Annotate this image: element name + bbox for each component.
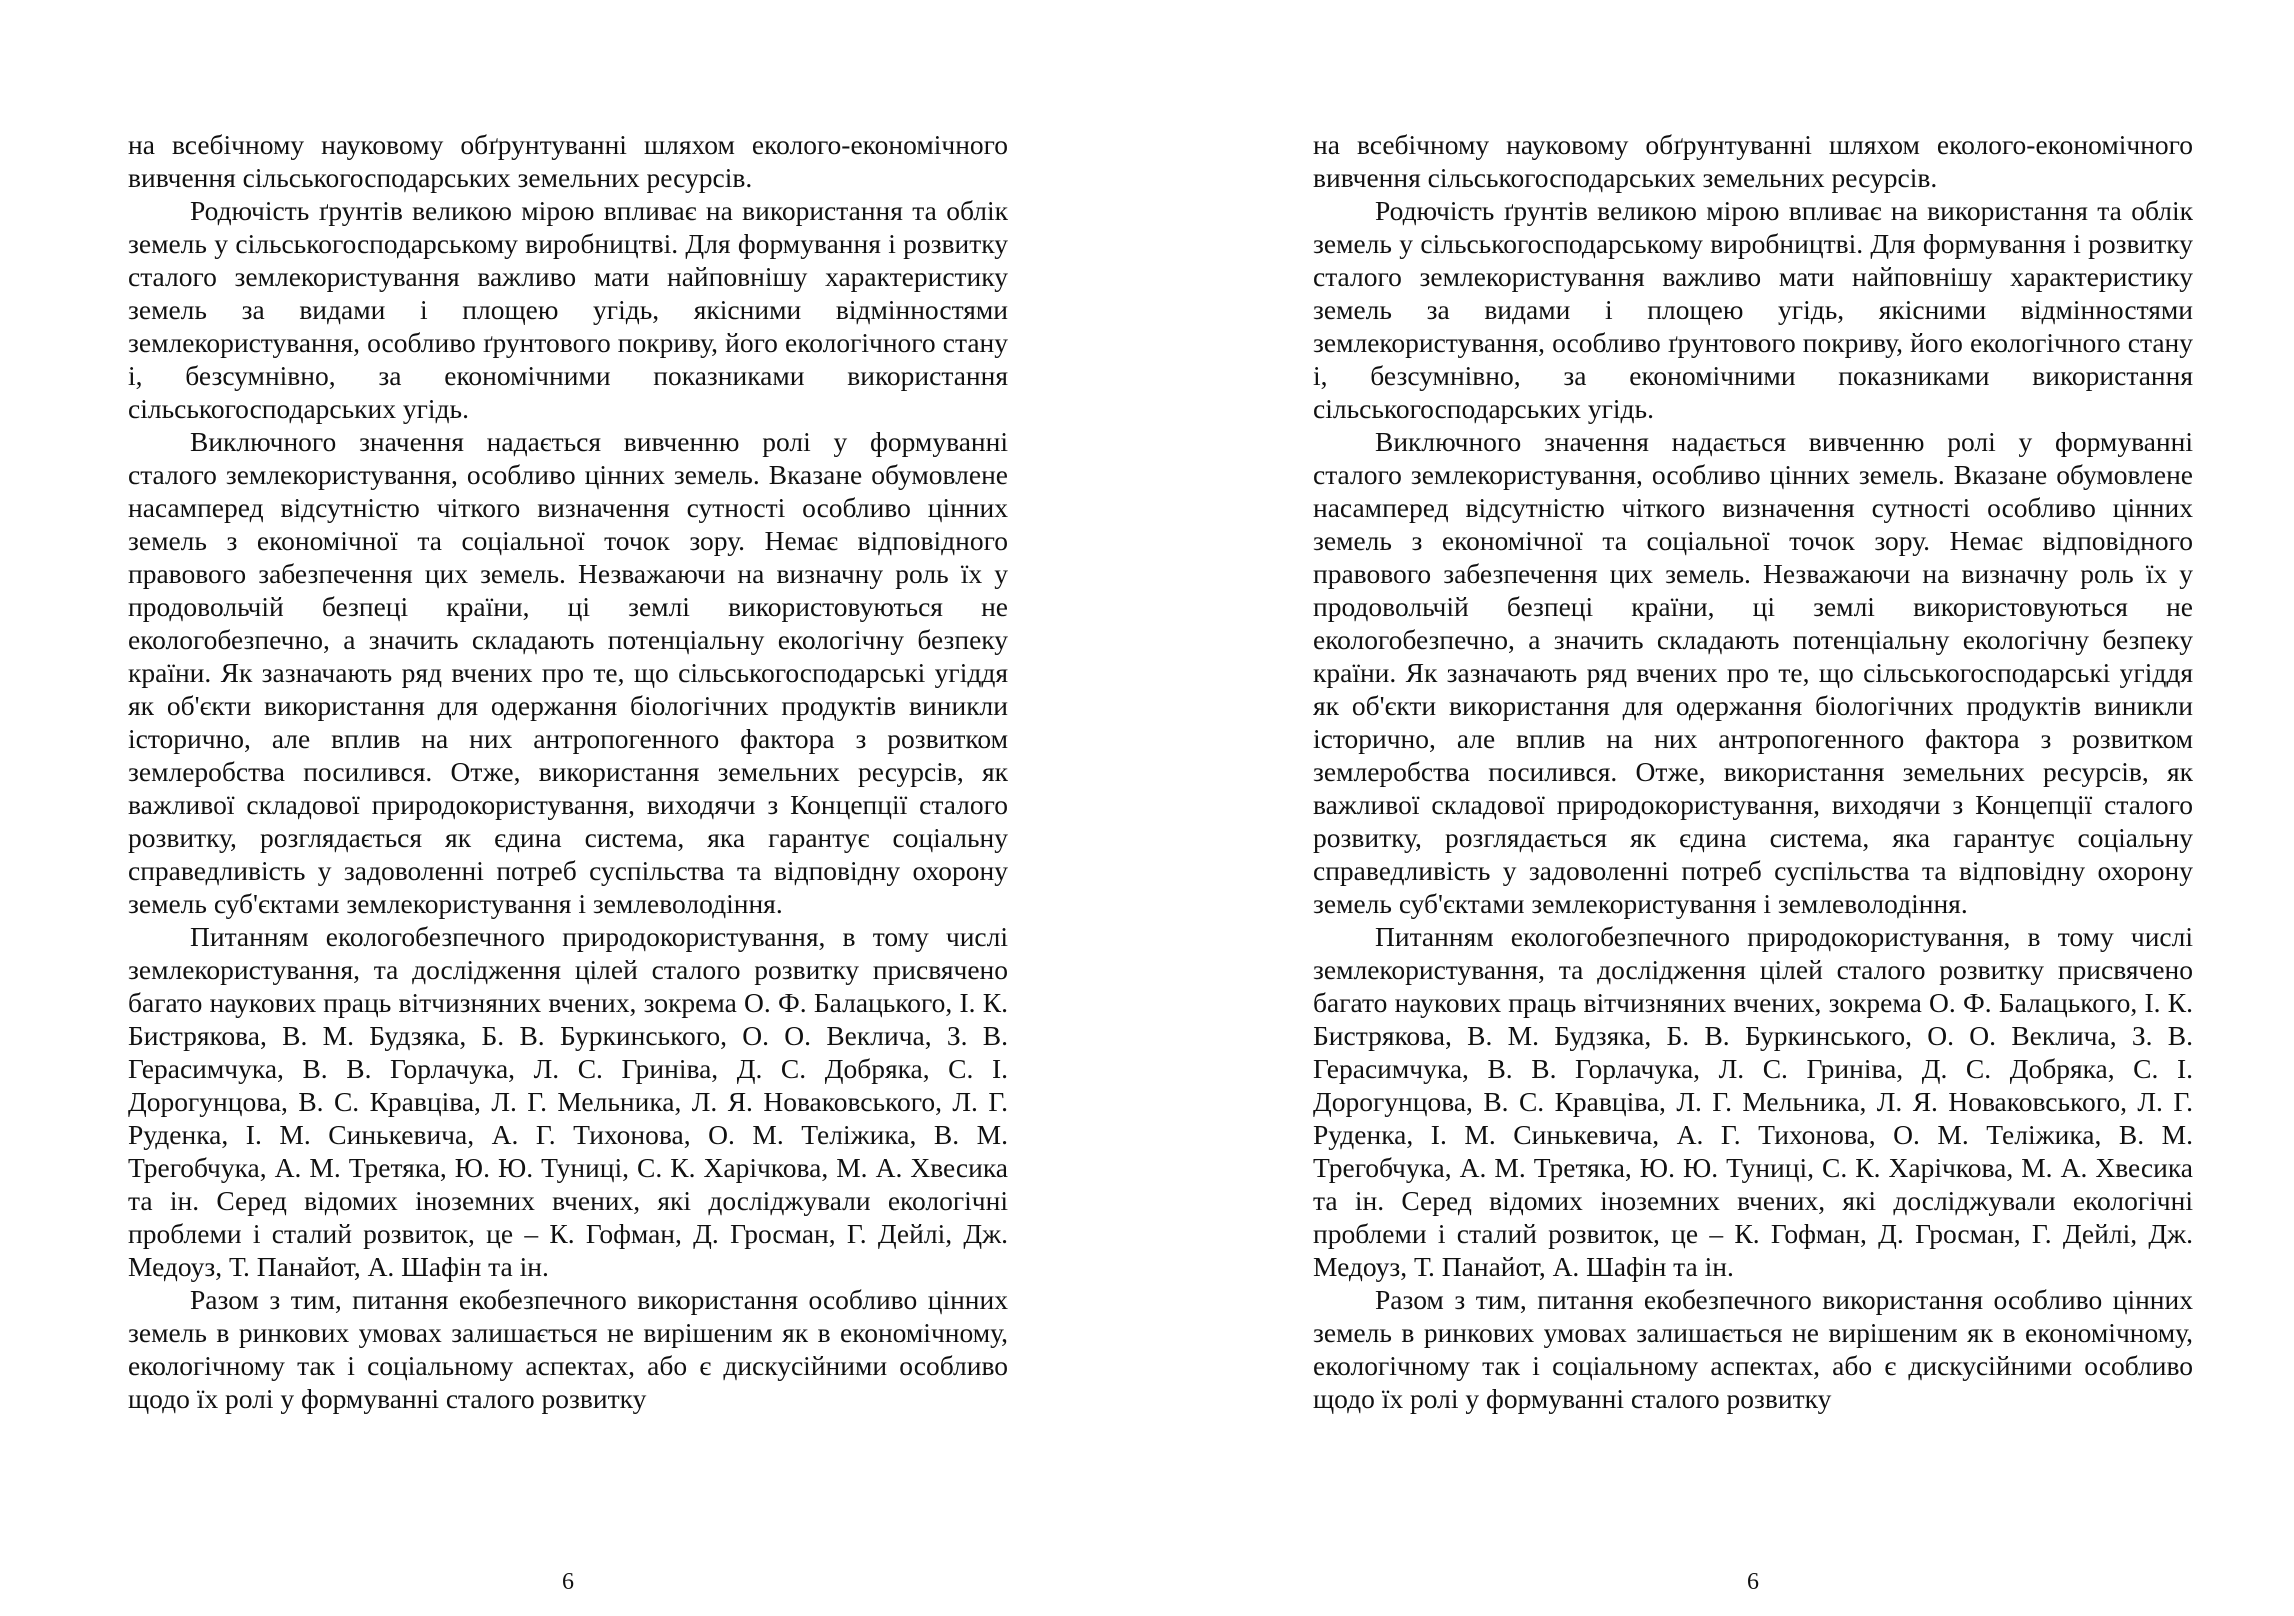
page-body (128, 128, 1008, 1415)
paragraph: Родючість ґрунтів великою мірою впливає на використання та облік земель у сільськогосподарському виробництві. Для формування і розвитку сталого землекористування важливо мати найповнішу характеристику земель за видами і площею угідь, якісними відмінностями землекористування, особливо ґрунтового покриву, його екологічного стану і, безсумнівно, за економічними показниками використання сільськогосподарських угідь. (128, 195, 1008, 424)
page-number: 6 (562, 1569, 574, 1595)
page-number: 6 (1747, 1569, 1759, 1595)
paragraph: Разом з тим, питання екобезпечного використання особливо цінних земель в ринкових умовах залишається не вирішеним як в економічному, екологічному так і соціальному аспектах, або є дискусійними особливо щодо їх ролі у формуванні сталого розвитку (128, 1284, 1008, 1414)
paragraph: Питанням екологобезпечного природокористування, в тому числі землекористування, та дослідження цілей сталого розвитку присвячено багато наукових праць вітчизняних вчених, зокрема О. Ф. Балацького, І. К. Бистрякова, В. М. Будзяка, Б. В. Буркинського, О. О. Веклича, З. В. Герасимчука, В. В. Горлачука, Л. С. Гриніва, Д. С. Добряка, С. І. Дорогунцова, В. С. Кравціва, Л. Г. Мельника, Л. Я. Новаковського, Л. Г. Руденка, І. М. Синькевича, А. Г. Тихонова, О. М. Теліжика, В. М. Трегобчука, А. М. Третяка, Ю. Ю. Туниці, С. К. Харічкова, М. А. Хвесика та ін. Серед відомих іноземних вчених, які досліджували екологічні проблеми і сталий розвиток, це – К. Гофман, Д. Гросман, Г. Дейлі, Дж. Медоуз, Т. Панайот, А. Шафін та ін. (1313, 921, 2193, 1282)
page-body (1313, 128, 2193, 1415)
page-right (1313, 128, 2193, 1595)
paragraph-continuation: на всебічному науковому обґрунтуванні шляхом еколого-економічного вивчення сільськогосподарських земельних ресурсів. (1313, 129, 2193, 193)
paragraph-continuation: на всебічному науковому обґрунтуванні шляхом еколого-економічного вивчення сільськогосподарських земельних ресурсів. (128, 129, 1008, 193)
paragraph: Родючість ґрунтів великою мірою впливає на використання та облік земель у сільськогосподарському виробництві. Для формування і розвитку сталого землекористування важливо мати найповнішу характеристику земель за видами і площею угідь, якісними відмінностями землекористування, особливо ґрунтового покриву, його екологічного стану і, безсумнівно, за економічними показниками використання сільськогосподарських угідь. (1313, 195, 2193, 424)
paragraph: Разом з тим, питання екобезпечного використання особливо цінних земель в ринкових умовах залишається не вирішеним як в економічному, екологічному так і соціальному аспектах, або є дискусійними особливо щодо їх ролі у формуванні сталого розвитку (1313, 1284, 2193, 1414)
paragraph: Виключного значення надається вивченню ролі у формуванні сталого землекористування, особливо цінних земель. Вказане обумовлене насамперед відсутністю чіткого визначення сутності особливо цінних земель з економічної та соціальної точок зору. Немає відповідного правового забезпечення цих земель. Незважаючи на визначну роль їх у продовольчій безпеці країни, ці землі використовуються не екологобезпечно, а значить складають потенціальну екологічну безпеку країни. Як зазначають ряд вчених про те, що сільськогосподарські угіддя як об'єкти використання для одержання біологічних продуктів виникли історично, але вплив на них антропогенного фактора з розвитком землеробства посилився. Отже, використання земельних ресурсів, як важливої складової природокористування, виходячи з Концепції сталого розвитку, розглядається як єдина система, яка гарантує соціальну справедливість у задоволенні потреб суспільства та відповідну охорону земель суб'єктами землекористування і землеволодіння. (128, 426, 1008, 919)
page-left (128, 128, 1008, 1595)
paragraph: Питанням екологобезпечного природокористування, в тому числі землекористування, та дослідження цілей сталого розвитку присвячено багато наукових праць вітчизняних вчених, зокрема О. Ф. Балацького, І. К. Бистрякова, В. М. Будзяка, Б. В. Буркинського, О. О. Веклича, З. В. Герасимчука, В. В. Горлачука, Л. С. Гриніва, Д. С. Добряка, С. І. Дорогунцова, В. С. Кравціва, Л. Г. Мельника, Л. Я. Новаковського, Л. Г. Руденка, І. М. Синькевича, А. Г. Тихонова, О. М. Теліжика, В. М. Трегобчука, А. М. Третяка, Ю. Ю. Туниці, С. К. Харічкова, М. А. Хвесика та ін. Серед відомих іноземних вчених, які досліджували екологічні проблеми і сталий розвиток, це – К. Гофман, Д. Гросман, Г. Дейлі, Дж. Медоуз, Т. Панайот, А. Шафін та ін. (128, 921, 1008, 1282)
paragraph: Виключного значення надається вивченню ролі у формуванні сталого землекористування, особливо цінних земель. Вказане обумовлене насамперед відсутністю чіткого визначення сутності особливо цінних земель з економічної та соціальної точок зору. Немає відповідного правового забезпечення цих земель. Незважаючи на визначну роль їх у продовольчій безпеці країни, ці землі використовуються не екологобезпечно, а значить складають потенціальну екологічну безпеку країни. Як зазначають ряд вчених про те, що сільськогосподарські угіддя як об'єкти використання для одержання біологічних продуктів виникли історично, але вплив на них антропогенного фактора з розвитком землеробства посилився. Отже, використання земельних ресурсів, як важливої складової природокористування, виходячи з Концепції сталого розвитку, розглядається як єдина система, яка гарантує соціальну справедливість у задоволенні потреб суспільства та відповідну охорону земель суб'єктами землекористування і землеволодіння. (1313, 426, 2193, 919)
